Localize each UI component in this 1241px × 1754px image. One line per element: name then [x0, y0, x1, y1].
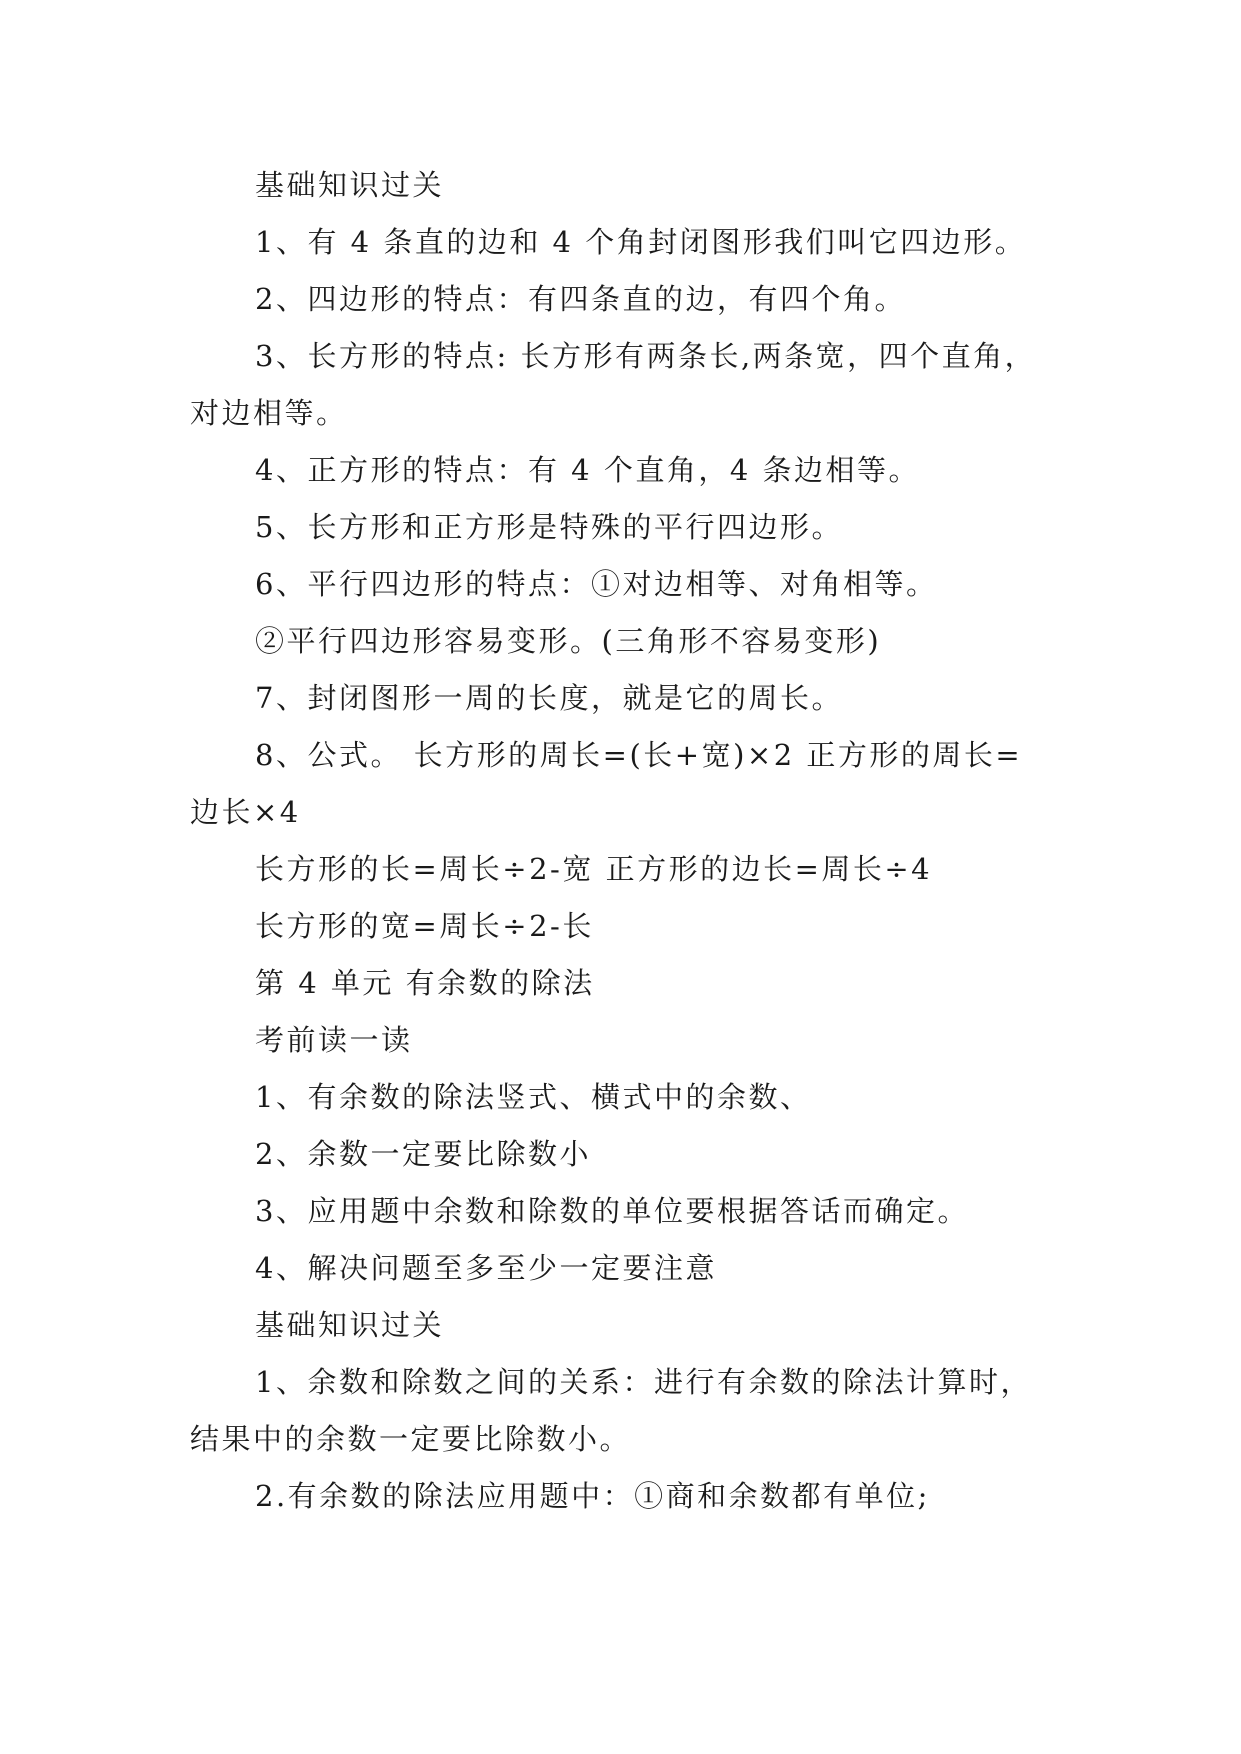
- section-heading: 基础知识过关: [255, 168, 445, 202]
- paragraph-line: 4、正方形的特点：有 4 个直角，4 条边相等。: [255, 453, 921, 487]
- paragraph-line: 6、平行四边形的特点：①对边相等、对角相等。: [255, 567, 938, 601]
- paragraph-line: 4、解决问题至多至少一定要注意: [255, 1251, 717, 1285]
- paragraph-line: 1、余数和除数之间的关系：进行有余数的除法计算时，: [255, 1365, 1032, 1399]
- paragraph-line: 3、长方形的特点: 长方形有两条长,两条宽，四个直角，: [255, 339, 1037, 373]
- paragraph-line: 2.有余数的除法应用题中：①商和余数都有单位;: [255, 1479, 930, 1513]
- paragraph-line: ②平行四边形容易变形。(三角形不容易变形): [255, 624, 882, 658]
- paragraph-line: 8、公式。 长方形的周长=(长+宽)×2 正方形的周长=: [255, 738, 1023, 772]
- section-heading: 考前读一读: [255, 1023, 413, 1057]
- paragraph-line: 长方形的长=周长÷2-宽 正方形的边长=周长÷4: [255, 852, 933, 886]
- paragraph-line: 结果中的余数一定要比除数小。: [190, 1422, 632, 1456]
- section-heading: 基础知识过关: [255, 1308, 445, 1342]
- paragraph-line: 1、有余数的除法竖式、横式中的余数、: [255, 1080, 812, 1114]
- paragraph-line: 3、应用题中余数和除数的单位要根据答话而确定。: [255, 1194, 969, 1228]
- paragraph-line: 对边相等。: [190, 396, 348, 430]
- paragraph-line: 长方形的宽=周长÷2-长: [255, 909, 594, 943]
- paragraph-line: 边长×4: [190, 795, 301, 829]
- paragraph-line: 5、长方形和正方形是特殊的平行四边形。: [255, 510, 843, 544]
- paragraph-line: 7、封闭图形一周的长度，就是它的周长。: [255, 681, 843, 715]
- paragraph-line: 2、四边形的特点：有四条直的边，有四个角。: [255, 282, 906, 316]
- section-heading: 第 4 单元 有余数的除法: [255, 966, 595, 1000]
- paragraph-line: 2、余数一定要比除数小: [255, 1137, 591, 1171]
- paragraph-line: 1、有 4 条直的边和 4 个角封闭图形我们叫它四边形。: [255, 225, 1027, 259]
